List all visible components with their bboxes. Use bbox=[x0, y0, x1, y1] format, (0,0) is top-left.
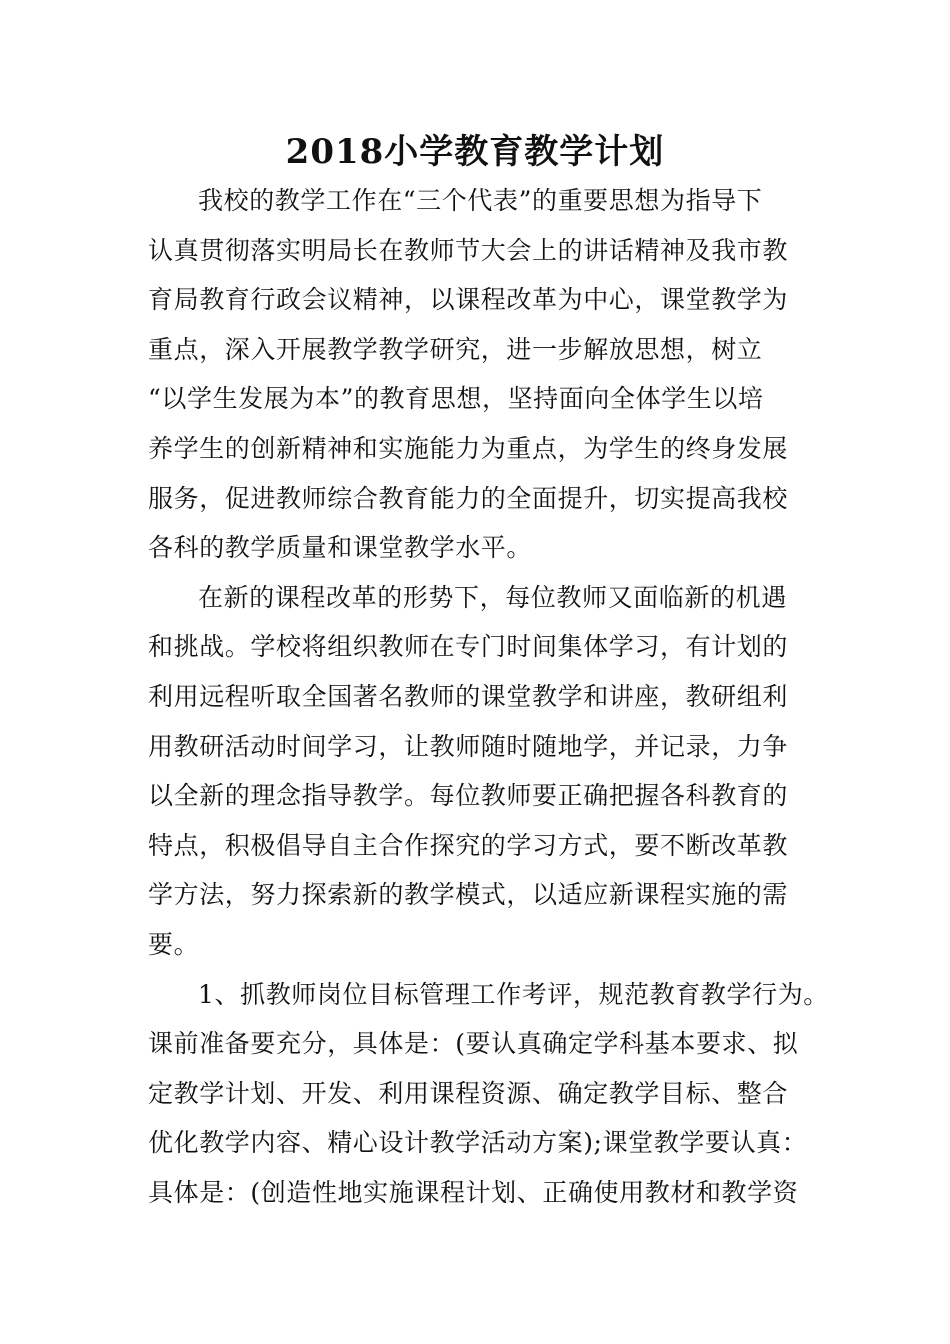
text-line: 各科的教学质量和课堂教学水平。 bbox=[148, 533, 533, 563]
text-line: 学方法，努力探索新的教学模式，以适应新课程实施的需 bbox=[148, 880, 789, 910]
text-line: 重点，深入开展教学教学研究，进一步解放思想，树立 bbox=[148, 334, 763, 364]
text-line: 利用远程听取全国著名教师的课堂教学和讲座，教研组利 bbox=[148, 681, 789, 711]
text-line: 具体是：(创造性地实施课程计划、正确使用教材和教学资 bbox=[148, 1177, 799, 1207]
text-line: 1、抓教师岗位目标管理工作考评，规范教育教学行为。 bbox=[198, 979, 829, 1009]
text-line: 育局教育行政会议精神，以课程改革为中心，课堂教学为 bbox=[148, 285, 789, 315]
text-line: 和挑战。学校将组织教师在专门时间集体学习，有计划的 bbox=[148, 632, 789, 662]
text-line: 定教学计划、开发、利用课程资源、确定教学目标、整合 bbox=[148, 1078, 789, 1108]
page-title: 2018小学教育教学计划 bbox=[285, 132, 665, 172]
text-line: 特点，积极倡导自主合作探究的学习方式，要不断改革教 bbox=[148, 830, 789, 860]
text-line: 我校的教学工作在“三个代表”的重要思想为指导下 bbox=[198, 186, 763, 215]
text-line: 认真贯彻落实明局长在教师节大会上的讲话精神及我市教 bbox=[148, 235, 789, 265]
text-line: 优化教学内容、精心设计教学活动方案);课堂教学要认真： bbox=[148, 1128, 808, 1158]
text-line: 以全新的理念指导教学。每位教师要正确把握各科教育的 bbox=[148, 781, 789, 811]
text-line: 要。 bbox=[148, 929, 200, 959]
text-line: 课前准备要充分，具体是：(要认真确定学科基本要求、拟 bbox=[148, 1029, 799, 1059]
text-line: “以学生发展为本”的教育思想，坚持面向全体学生以培 bbox=[148, 384, 764, 414]
text-line: 服务，促进教师综合教育能力的全面提升，切实提高我校 bbox=[148, 483, 789, 513]
text-line: 养学生的创新精神和实施能力为重点，为学生的终身发展 bbox=[148, 433, 789, 463]
text-line: 用教研活动时间学习，让教师随时随地学，并记录，力争 bbox=[148, 731, 789, 761]
document-body bbox=[148, 176, 848, 1217]
text-line: 在新的课程改革的形势下，每位教师又面临新的机遇 bbox=[198, 582, 787, 612]
